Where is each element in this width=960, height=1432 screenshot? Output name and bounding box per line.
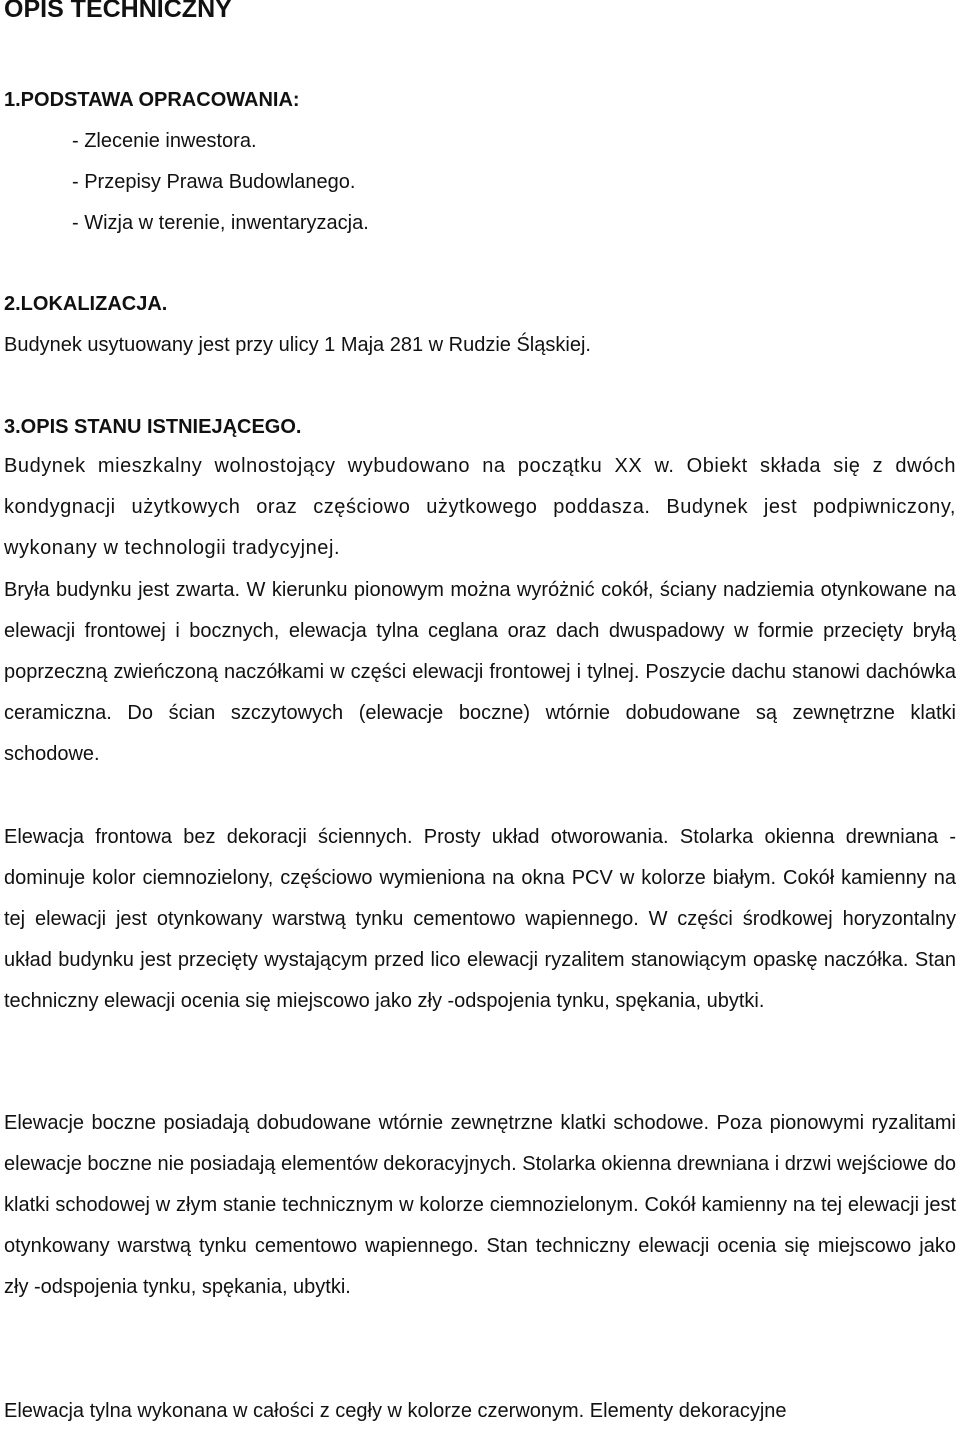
section-2-heading: 2.LOKALIZACJA. <box>4 293 168 315</box>
section-3-heading: 3.OPIS STANU ISTNIEJĄCEGO. <box>4 416 302 438</box>
paragraph-rear-elevation: Elewacja tylna wykonana w całości z cegły w kolorze czerwonym. Elementy dekoracyjne <box>4 1400 787 1422</box>
paragraph-side-elevations: Elewacje boczne posiadają dobudowane wtórnie zewnętrzne klatki schodowe. Poza pionowymi ryzalitami elewacje boczne nie posiadają elementów dekoracyjnych. Stolarka okienna drewniana i drzwi wejściowe do klatki schodowej w złym stanie technicznym w kolorze ciemnozielonym. Cokół kamienny na tej elewacji jest otynkowany warstwą tynku cementowo wapiennego. Stan techniczny elewacji ocenia się miejscowo jako zły -odspojenia tynku, spękania, ubytki. <box>4 1112 956 1298</box>
list-item: - Zlecenie inwestora. <box>72 130 257 152</box>
list-item: - Przepisy Prawa Budowlanego. <box>72 171 356 193</box>
paragraph-front-elevation: Elewacja frontowa bez dekoracji ściennych. Prosty układ otworowania. Stolarka okienna drewniana -dominuje kolor ciemnozielony, częściowo wymieniona na okna PCV w kolorze białym. Cokół kamienny na tej elewacji jest otynkowany warstwą tynku cementowo wapiennego. W części środkowej horyzontalny układ budynku jest przecięty wystającym przed lico elewacji ryzalitem stanowiącym opaskę naczółka. Stan techniczny elewacji ocenia się miejscowo jako zły -odspojenia tynku, spękania, ubytki. <box>4 826 956 1012</box>
paragraph-building-description: Budynek mieszkalny wolnostojący wybudowano na początku XX w. Obiekt składa się z dwóch kondygnacji użytkowych oraz częściowo użytkowego poddasza. Budynek jest podpiwniczony, wykonany w technologii tradycyjnej. <box>4 455 956 559</box>
list-item: - Wizja w terenie, inwentaryzacja. <box>72 212 369 234</box>
document-title: OPIS TECHNICZNY <box>4 0 232 23</box>
section-2-text: Budynek usytuowany jest przy ulicy 1 Maja 281 w Rudzie Śląskiej. <box>4 334 591 356</box>
section-1-heading: 1.PODSTAWA OPRACOWANIA: <box>4 89 300 111</box>
paragraph-building-form: Bryła budynku jest zwarta. W kierunku pionowym można wyróżnić cokół, ściany nadziemia otynkowane na elewacji frontowej i bocznych, elewacja tylna ceglana oraz dach dwuspadowy w formie przecięty bryłą poprzeczną zwieńczoną naczółkami w części elewacji frontowej i tylnej. Poszycie dachu stanowi dachówka ceramiczna. Do ścian szczytowych (elewacje boczne) wtórnie dobudowane są zewnętrzne klatki schodowe. <box>4 579 956 765</box>
